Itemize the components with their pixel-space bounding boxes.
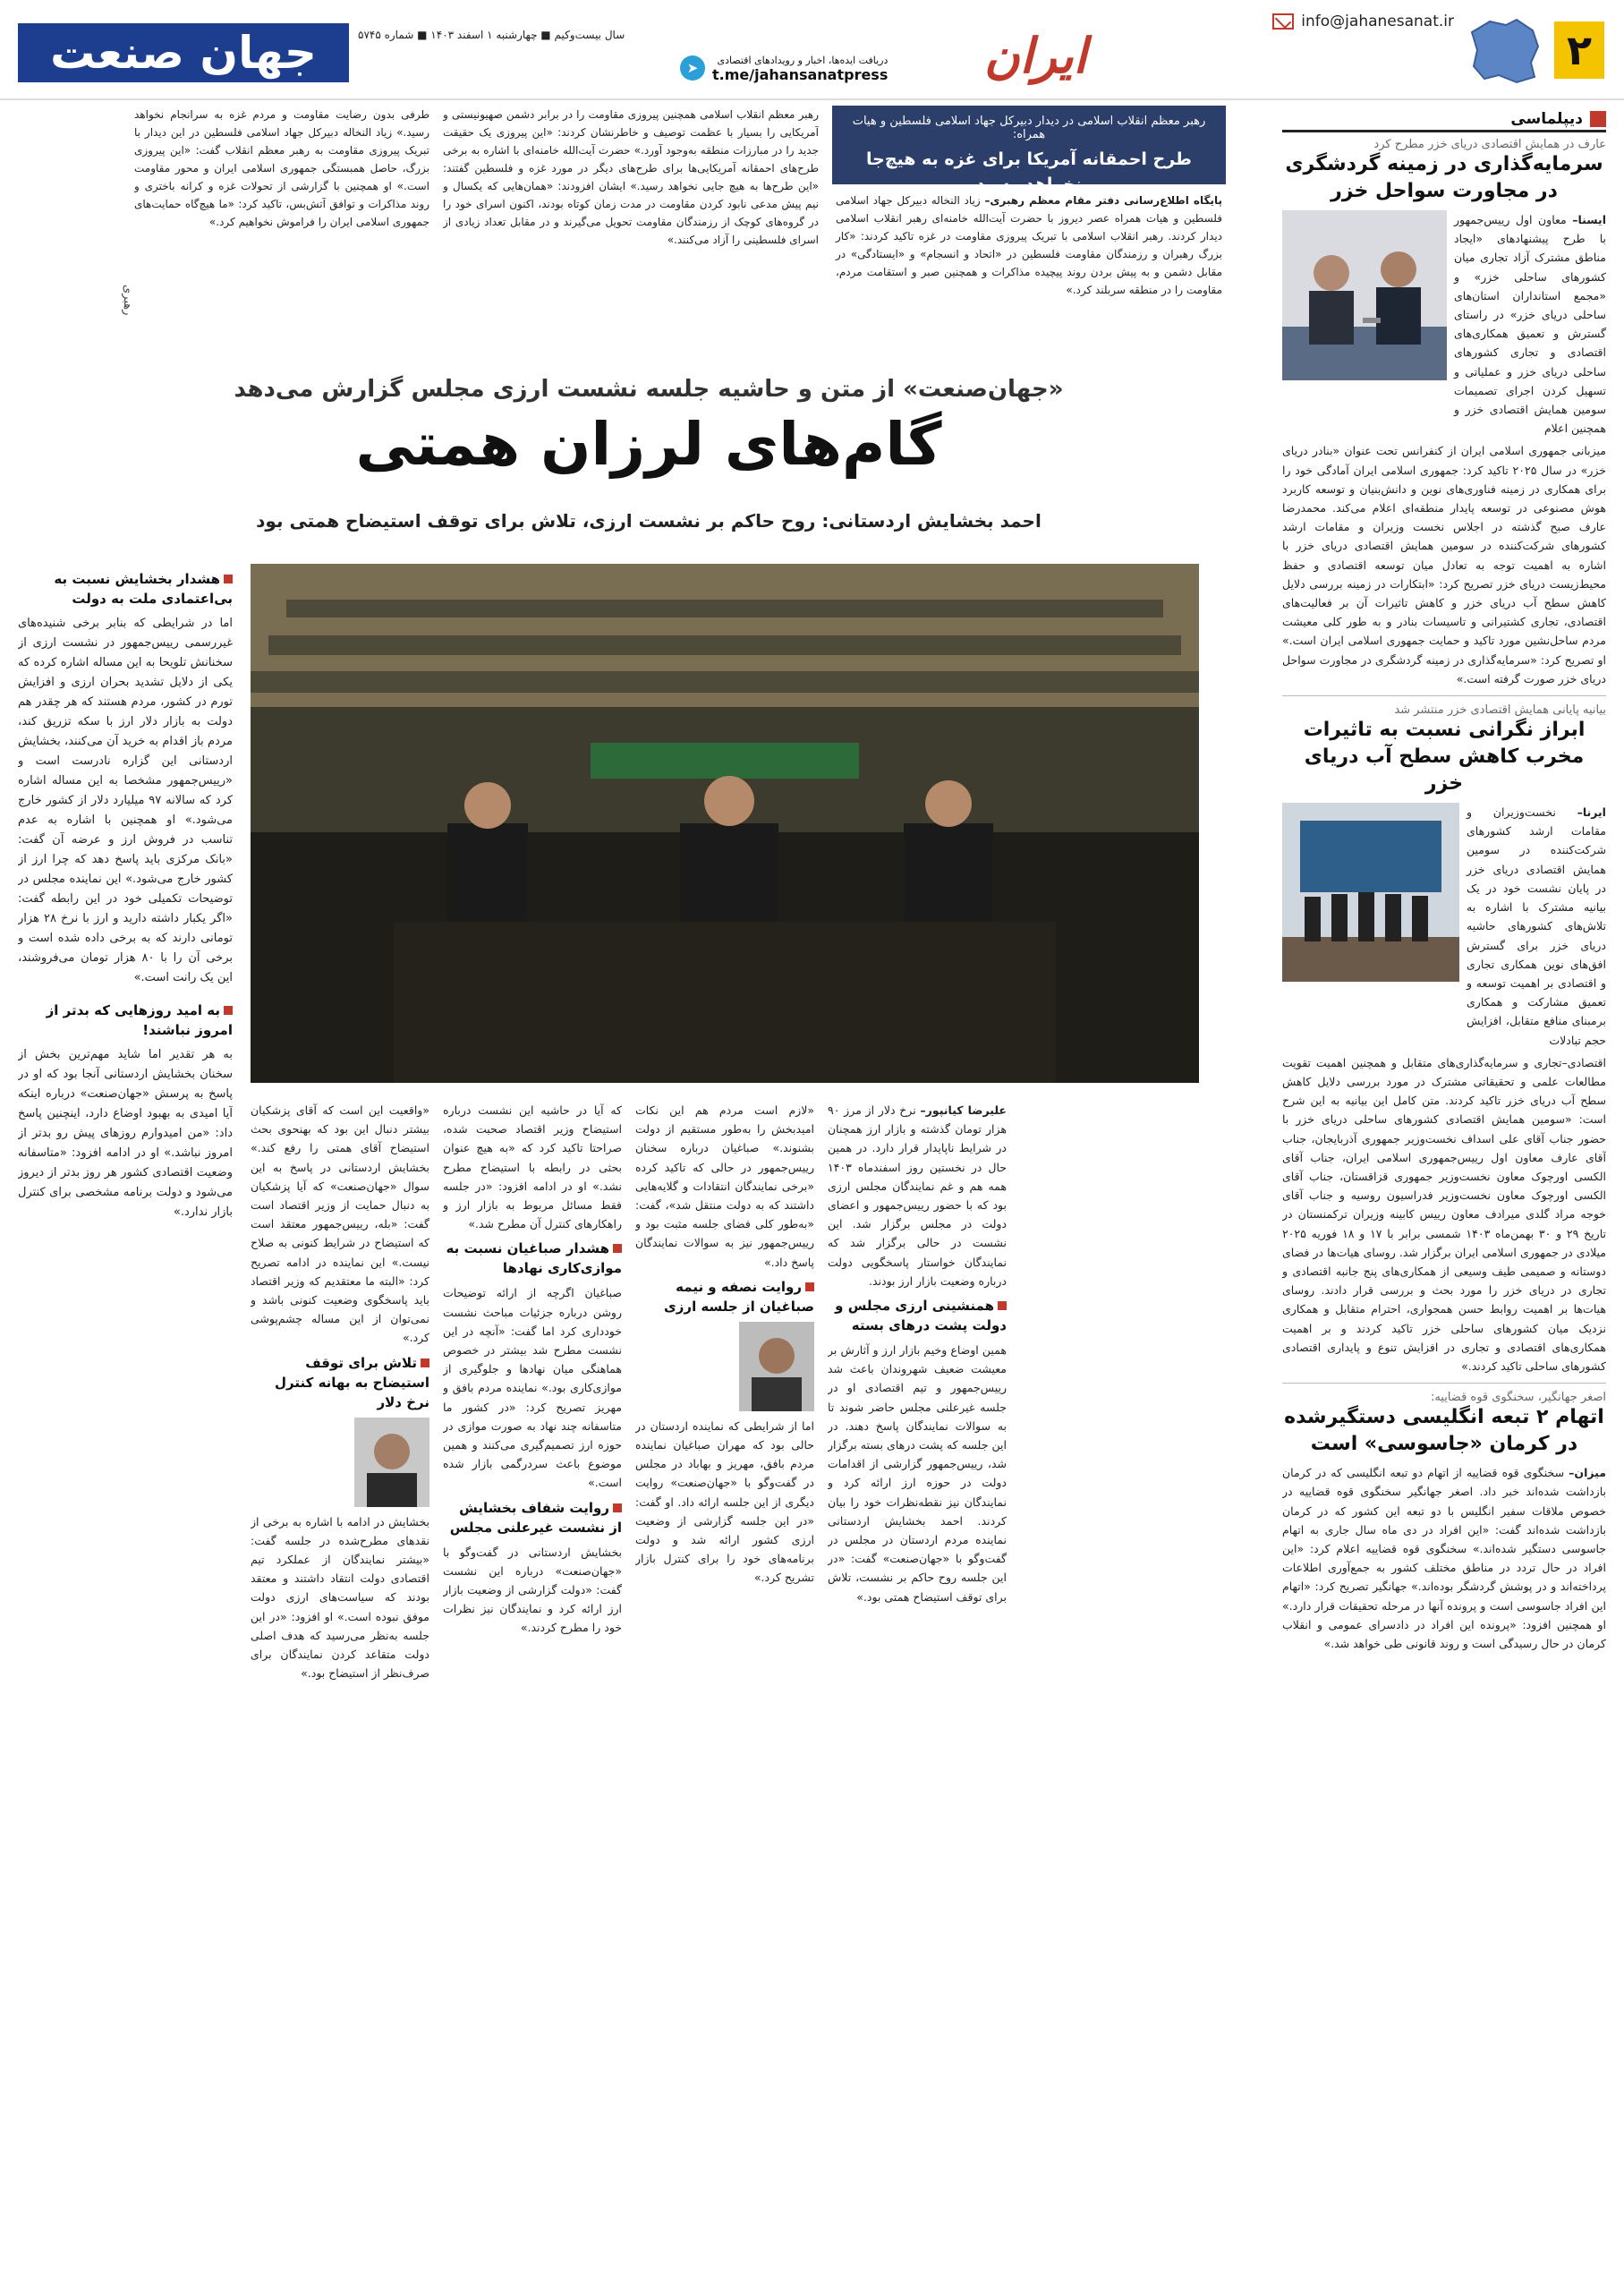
column-body: صباغیان اگرچه از ارائه توضیحات روشن درباره جزئیات مباحث نشست خودداری کرد اما گفت: «آنچه در این نشست مطرح شد بیشتر در خصوص هماهنگی میان نهادها و جلوگیری از موازی‌کاری بود.» نماینده مردم بافق و مهریز تصریح کرد: «در کشور ما متاسفانه چند نهاد به صورت موازی در حوزه ارز تصمیم‌گیری می‌کنند و همین موضوع باعث سردرگمی بازار شده است.» (443, 1286, 622, 1490)
email-text[interactable]: info@jahanesanat.ir (1301, 13, 1454, 30)
headline: اتهام ۲ تبعه انگلیسی دستگیرشده در کرمان «جاسوسی» است (1284, 1406, 1604, 1456)
column-body: که آیا در حاشیه این نشست درباره استیضاح وزیر اقتصاد صحبت شده، صراحتا تاکید کرد که «به هیچ عنوان بحثی در رابطه با استیضاح مطرح نشد.» او در ادامه افزود: «در جلسه فقط مسائل مربوط به بازار ارز و راهکارهای کنترل آن مطرح شد.» (443, 1103, 622, 1231)
leader-dark-banner (832, 106, 1226, 194)
main-story (18, 376, 1280, 2278)
bullet-icon (224, 1006, 233, 1015)
bullet-icon (805, 1282, 814, 1291)
headline: ابراز نگرانی نسبت به تاثیرات مخرب کاهش سطح آب دریای خزر (1303, 719, 1586, 796)
kicker: اصغر جهانگیر، سخنگوی قوه قضاییه: (1430, 1391, 1606, 1405)
diplomacy-column (1282, 107, 1606, 2278)
main-headline: گام‌های لرزان همتی (355, 410, 942, 479)
column-heading: روایت نصفه و نیمه صباغیان از جلسه ارزی (664, 1278, 814, 1315)
bullet-icon (613, 1503, 622, 1512)
column-heading: هشدار بخشایش نسبت به بی‌اعتمادی ملت به دولت (54, 571, 233, 607)
leader-body-2: رهبر معظم انقلاب اسلامی همچنین پیروزی مقاومت را در برابر دشمن صهیونیستی و آمریکایی را بسیار با عظمت توصیف و خاطرنشان کردند: «این پیروزی یک حقیقت جدید را در مبارزات منطقه به‌وجود آورد.» حضرت آیت‌الله خامنه‌ای با اشاره به برخی طرح‌های احمقانه آمریکایی‌ها برای طرح‌های دیگر در مورد غزه و فلسطین گفتند: «این طرح‌ها به هیچ جایی نخواهد رسید.» ایشان افزودند: «همان‌هایی که یکسال و نیم پیش مدعی نابود کردن مقاومت در مدت زمان کوتاه بودند، اکنون اسرای خود را در گروه‌های کوچک از رزمندگان مقاومت تحویل می‌گیرند و در مقابل تعداد زیادی از اسرای فلسطینی را آزاد می‌کنند.» (443, 108, 819, 246)
telegram-line: دریافت ایده‌ها، اخبار و رویدادهای اقتصادی (717, 55, 889, 66)
column-heading: همنشینی ارزی مجلس و دولت پشت درهای بسته (835, 1298, 1007, 1334)
leader-body-3: طرفی بدون رضایت مقاومت و مردم غزه به سرانجام نخواهد رسید.» زیاد النخاله دبیرکل جهاد اسلامی فلسطین در این دیدار با تبریک پیروزی مقاومت به رهبر معظم انقلاب گفت: «این پیروزی بزرگ، حاصل همبستگی جمهوری اسلامی ایران و محور مقاومت است.» او همچنین با گزارشی از تحولات غزه و کرانه باختری و روند مذاکرات و توافق آتش‌بس، تاکید کرد: «ما هیچ‌گاه حمایت‌های جمهوری اسلامی ایران را فراموش نخواهیم کرد.» (134, 108, 429, 228)
column-heading: تلاش برای توقف استیضاح به بهانه کنترل نرخ دلار (275, 1354, 429, 1410)
iran-map-icon (1463, 14, 1542, 86)
story-british-nationals (1282, 1391, 1606, 1653)
column-body: «لازم است مردم هم این نکات امیدبخش را به‌طور مستقیم از دولت بشنوند.» صباغیان درباره سخنان رییس‌جمهور در حالی که تاکید کرده «برخی نمایندگان انتقادات و گلایه‌هایی داشتند که به دولت منتقل شد»، گفت: «به‌طور کلی فضای جلسه مثبت بود و رییس‌جمهور نیز به سوالات نمایندگان پاسخ داد.» (635, 1103, 814, 1269)
column-body: اما از شرایطی که نماینده اردستان در حالی بود که مهران صباغیان نماینده مردم بافق، مهریز و بهاباد در مجلس در گفت‌وگو با «جهان‌صنعت» روایت دیگری از این جلسه ارائه داد. او گفت: «در این جلسه گزارشی از وضعیت ارزی کشور ارائه شد و دولت برنامه‌های خود را برای کنترل بازار تشریح کرد.» (635, 1418, 814, 1585)
main-kicker: «جهان‌صنعت» از متن و حاشیه جلسه نشست ارزی مجلس گزارش می‌دهد (234, 376, 1064, 403)
story-caspian-tourism (1282, 138, 1606, 688)
column-heading: روایت شفاف بخشایش از نشست غیرعلنی مجلس (449, 1499, 622, 1536)
leader-headline: طرح احمقانه آمریکا برای غزه به هیچ‌جا نخواهد رسید (866, 149, 1192, 194)
kicker: عارف در همایش اقتصادی دریای خزر مطرح کرد (1373, 138, 1606, 151)
telegram-promo[interactable] (680, 54, 888, 82)
source: ایسنا– (1572, 213, 1606, 226)
column-heading: هشدار صباغیان نسبت به موازی‌کاری نهادها (446, 1240, 622, 1277)
paper-name: ایران (984, 27, 1087, 84)
story-body: معاون اول رییس‌جمهور با طرح پیشنهادهای «ایجاد مناطق مشترک آزاد تجاری میان کشورهای ساحلی خزر» و «مجمع استانداران استان‌های ساحلی دریای خزر» در راستای گسترش و تعمیق همکاری‌های اقتصادی و تجاری کشورهای ساحلی دریای خزر و عملیاتی و تسهیل کردن اجرای تصمیمات سومین همایش اقتصادی خزر و همچنین اعلام (1454, 213, 1606, 436)
divider (1282, 695, 1606, 696)
column-body: «واقعیت این است که آقای پزشکیان بیشتر دنبال این بود که بهنحوی بحث استیضاح آقای همتی را رفع کند.» بخشایش اردستانی در پاسخ به این سوال «جهان‌صنعت» که آیا پزشکیان به دنبال حمایت از وزیر اقتصاد است گفت: «بله، رییس‌جمهور معتقد است که استیضاح در شرایط کنونی به صلاح نیست.» این نماینده در ادامه تصریح کرد: «البته ما معتقدیم که وزیر اقتصاد باید پاسخگوی وضعیت کنونی باشد و نمی‌توان از این مساله چشم‌پوشی کرد.» (251, 1103, 429, 1345)
source: پایگاه اطلاع‌رسانی دفتر مقام معظم رهبری– (984, 194, 1222, 207)
leader-dark-line: رهبر معظم انقلاب اسلامی در دیدار دبیرکل جهاد اسلامی فلسطین و هیات همراه: (852, 115, 1206, 141)
headline: سرمایه‌گذاری در زمینه گردشگری در مجاورت سواحل خزر (1285, 153, 1603, 202)
leader-story (81, 106, 1226, 374)
leader-body-1: زیاد النخاله دبیرکل جهاد اسلامی فلسطین و هیات همراه عصر دیروز با حضرت آیت‌الله خامنه‌ای رهبر انقلاب اسلامی دیدار کردند. رهبر انقلاب اسلامی با تبریک پیروزی مقاومت در غزه تاکید کردند: «کار بزرگ رهبران و رزمندگان مقاومت فلسطین در «اتحاد و انسجام» و «ایستادگی» در مقابل دشمن و به پیش بردن روند پیچیده مذاکرات و همچنین صبر و استقامت مردم، مقاومت را در منطقه سربلند کرد.» (836, 194, 1222, 296)
column-body: بخشایش در ادامه با اشاره به برخی از نقدهای مطرح‌شده در جلسه گفت: «بیشتر نمایندگان از عملکرد تیم اقتصادی دولت انتقاد داشتند و معتقد بودند که سیاست‌های ارزی دولت موفق نبوده است.» او افزود: «در این جلسه به‌نظر می‌رسید که هدف اصلی دولت متقاعد کردن نمایندگان برای صرف‌نظر از استیضاح بود.» (251, 1514, 429, 1681)
bullet-icon (421, 1358, 429, 1367)
portrait-sabbaghian (739, 1322, 814, 1411)
masthead (0, 0, 1624, 100)
photo-aref-summit (1282, 210, 1447, 380)
telegram-link[interactable]: t.me/jahansanatpress (712, 66, 889, 83)
main-subhead: احمد بخشایش اردستانی: روح حاکم بر نشست ارزی، تلاش برای توقف استیضاح همتی بود (256, 510, 1042, 532)
story-body-continued: میزبانی جمهوری اسلامی ایران از کنفرانس تحت عنوان «بنادر دریای خزر» در سال ۲۰۲۵ تاکید کرد: جمهوری اسلامی ایران آمادگی خود را برای همکاری در زمینه فناوری‌های نوین و دانش‌بنیان و توسعه کاربرد هوش مصنوعی در توسعه پایدار منطقه‌ای اعلام می‌کند. محمدرضا عارف صبح گذشته در اجلاس نخست وزیران و مقامات ارشد کشورهای شرکت‌کننده در سومین همایش اقتصادی دریای خزر با اشاره به اهمیت توجه به تعادل میان توسعه اقتصادی و حفظ محیط‌زیست دریای خزر تصریح کرد: «ابتکارات در زمینه بررسی دلایل کاهش سطح آب دریای خزر و کاهش تاثیرات آن بر فعالیت‌های اقتصادی، تجاری کشتیرانی و تاسیسات بنادر و به طور کلی معیشت مردم ساحل‌نشین مورد تاکید و حمایت جمهوری اسلامی ایران است.» او تصریح کرد: «سرمایه‌گذاری در زمینه گردشگری در مجاورت سواحل دریای خزر صورت گرفته است.» (1282, 444, 1606, 686)
bullet-icon (224, 575, 233, 583)
column-body: به هر تقدیر اما شاید مهم‌ترین بخش از سخنان بخشایش اردستانی آنجا بود که او در پاسخ به پرسش «جهان‌صنعت» درباره اینکه آیا امیدی به بهبود اوضاع دارد، اینچنین پاسخ داد: «من امیدوارم روزهای پیش رو بدتر از امروز نباشد.» او در ادامه افزود: «متاسفانه وضعیت اقتصادی کشور هر روز بدتر از دیروز می‌شود و دولت برنامه مشخصی برای کنترل بازار ندارد.» (18, 1048, 233, 1219)
column-heading: به امید روزهایی که بدتر از امروز نباشند! (46, 1002, 233, 1038)
byline: علیرضا کیانپور– (920, 1103, 1007, 1117)
column-body: همین اوضاع وخیم بازار ارز و آثارش بر معیشت ضعیف شهروندان باعث شد رییس‌جمهور و تیم اقتصادی او در جلسه غیرعلنی مجلس حاضر شوند تا به سوالات نمایندگان پاسخ دهند. در این جلسه که پشت درهای بسته برگزار شد، رییس‌جمهور گزارشی از اقدامات دولت در حوزه ارز ارائه کرد و نمایندگان نیز نقطه‌نظرات خود را بیان کردند. احمد بخشایش اردستانی نماینده مردم اردستان در مجلس در گفت‌وگو با «جهان‌صنعت» گفت: «در این جلسه روح حاکم بر نشست، تلاش برای توقف استیضاح همتی بود.» (828, 1343, 1007, 1604)
email-contact[interactable] (1272, 13, 1454, 30)
bullet-icon (998, 1301, 1007, 1310)
column-2 (251, 1101, 429, 2278)
bullet-icon (613, 1244, 622, 1253)
column-body: نرخ دلار از مرز ۹۰ هزار تومان گذشته و بازار ارز همچنان در شرایط ناپایدار قرار دارد. در همین حال در نخستین روز اسفندماه ۱۴۰۳ همه هم و غم نمایندگان مجلس ارزی بود که با حضور رییس‌جمهور و اعضای دولت در مجلس برگزار شد. این نشست در حالی برگزار شد که نمایندگان خواستار پاسخگویی دولت درباره وضعیت بازار ارز بودند. (828, 1103, 1007, 1288)
section-label: دیپلماسی (1282, 107, 1606, 132)
story-body-continued: اقتصادی–تجاری و سرمایه‌گذاری‌های متقابل و همچنین اهمیت تقویت مطالعات علمی و تحقیقاتی مشترک در مورد بررسی دلایل کاهش سطح آب دریای خزر تاکید کردند. متن کامل این بیانیه به این شرح است: «سومین همایش اقتصادی کشورهای ساحلی دریای خزر با حضور جناب آقای علی اسداف نخست‌وزیر جمهوری آذربایجان، جناب آقای عارف معاون اول رییس‌جمهوری اسلامی ایران، جناب آقای الکسی اورچوک معاون نخست‌وزیر جمهوری قزاقستان، جناب آقای الکسی اورچوک معاون نخست‌وزیر فدراسیون روسیه و جناب آقای خوجه مراد گلدی میرادف معاون رییس کابینه وزیران ترکمنستان در تاریخ ۲۹ و ۳۰ بهمن‌ماه ۱۴۰۳ شمسی برابر با ۱۷ و ۱۸ فوریه ۲۰۲۵ میلادی در جمهوری اسلامی ایران برگزار شد. روسای هیات‌ها در فضای دوستانه و صمیمی طیف وسیعی از همکاری‌های پنج جانبه اقتصادی و تجاری در دریای خزر را مورد بحث و بررسی قرار دادند. روسای هیات‌ها بر اهمیت روابط حسن همجواری، احترام متقابل و همکاری نزدیک میان کشورهای ساحلی خزر تاکید کردند و بر اهمیت همکاری‌های اقتصادی و تجاری در افزایش تنوع و پایداری اقتصادی کشورهای ساحلی تاکید کردند.» (1282, 1055, 1606, 1373)
story-body: سخنگوی قوه قضاییه از اتهام دو تبعه انگلیسی که در کرمان بازداشت شده‌اند خبر داد. اصغر جهانگیر سخنگوی قوه قضاییه در خصوص ملاقات سفیر انگلیس با دو تبعه این کشور که در کرمان بازداشت شده‌اند گفت: «این افراد در دی ماه سال جاری به اتهام جاسوسی دستگیر شده‌اند.» سخنگوی قوه قضاییه اعلام کرد: «این افراد در حال تردد در مناطق مختلف کشور به جمع‌آوری اطلاعات پرداخته‌اند و در پوشش گردشگر بوده‌اند.» جهانگیر تصریح کرد: «اتهام این افراد جاسوسی است و پرونده آنها در مرحله تحقیقات قرار دارد.» او همچنین افزود: «پرونده این افراد در دادسرای عمومی و انقلاب کرمان در حال رسیدگی است و روند قانونی طی خواهد شد.» (1282, 1466, 1606, 1650)
telegram-icon: ➤ (680, 55, 705, 81)
column-body: اما در شرایطی که بنابر برخی شنیده‌های غیررسمی رییس‌جمهور در نشست ارزی از سخنانش تلویحا به این مساله اشاره کرده که یکی از دلایل تشدید بحران ارزی و افزایش تورم در کشور، مردم هستند که هر چقدر هم دولت به بازار دلار ارز با سکه تزریق کند، مردم باز اقدام به خرید آن می‌کنند، بخشایش اردستانی این گزاره نادرست است و «رییس‌جمهور مشخصا به این مساله اشاره کرد که سالانه ۹۷ میلیارد دلار از کشور خارج می‌شود.» او همچنین با اشاره به عدم تناسب در فروش ارز و عرضه آن گفت: «بانک مرکزی باید پاسخ دهد که چرا ارز از کشور خارج می‌شود.» این نماینده مجلس در توضیحات تکمیلی خود در این رابطه گفت: «اگر یکبار داشته دارید و ارز با نرخ ۲۸ هزار تومانی دارند که به برخی داده شده است و برخی آن را با ۸۰ هزار تومان می‌فروشند، این یک رانت است.» (18, 617, 233, 984)
story-caspian-water-level (1282, 703, 1606, 1375)
photo-caspian-summit-group (1282, 803, 1459, 982)
kicker: بیانیه پایانی همایش اقتصادی خزر منتشر شد (1394, 703, 1606, 718)
mail-icon (1272, 13, 1294, 30)
photo-parliament-session (251, 564, 1199, 1083)
issue-info: سال بیست‌وکیم ■ چهارشنبه ۱ اسفند ۱۴۰۳ ■ شماره ۵۷۴۵ (358, 29, 625, 41)
jahan-sanat-logo: جهان صنعت (18, 23, 349, 82)
source: ایرنا– (1577, 805, 1606, 820)
leader-vertical-label: رهبری (121, 285, 134, 316)
column-left (18, 564, 233, 2278)
column-4 (635, 1101, 814, 2278)
column-body: بخشایش اردستانی در گفت‌وگو با «جهان‌صنعت» درباره این نشست گفت: «دولت گزارشی از وضعیت بازار ارز ارائه کرد و نمایندگان نیز نظرات خود را مطرح کردند.» (443, 1545, 622, 1635)
divider (1282, 1383, 1606, 1384)
story-body: نخست‌وزیران و مقامات ارشد کشورهای شرکت‌کننده در سومین همایش اقتصادی دریای خزر در پایان نشست خود در یک بیانیه مشترک با اشاره به تلاش‌های کشورهای حاشیه دریای خزر برای گسترش افق‌های نوین همکاری تجاری و اقتصادی بر اهمیت توسعه و تعمیق مشارکت و همکاری برمبنای منافع متقابل، افزایش حجم تبادلات (1467, 805, 1606, 1047)
source: میزان– (1569, 1466, 1606, 1480)
column-5 (828, 1101, 1007, 2278)
page-number: ۲ (1554, 21, 1604, 79)
section-marker-icon (1590, 111, 1606, 127)
leader-headline-box (832, 106, 1226, 374)
portrait-bakhshayesh (354, 1418, 429, 1507)
column-3 (443, 1101, 622, 2278)
